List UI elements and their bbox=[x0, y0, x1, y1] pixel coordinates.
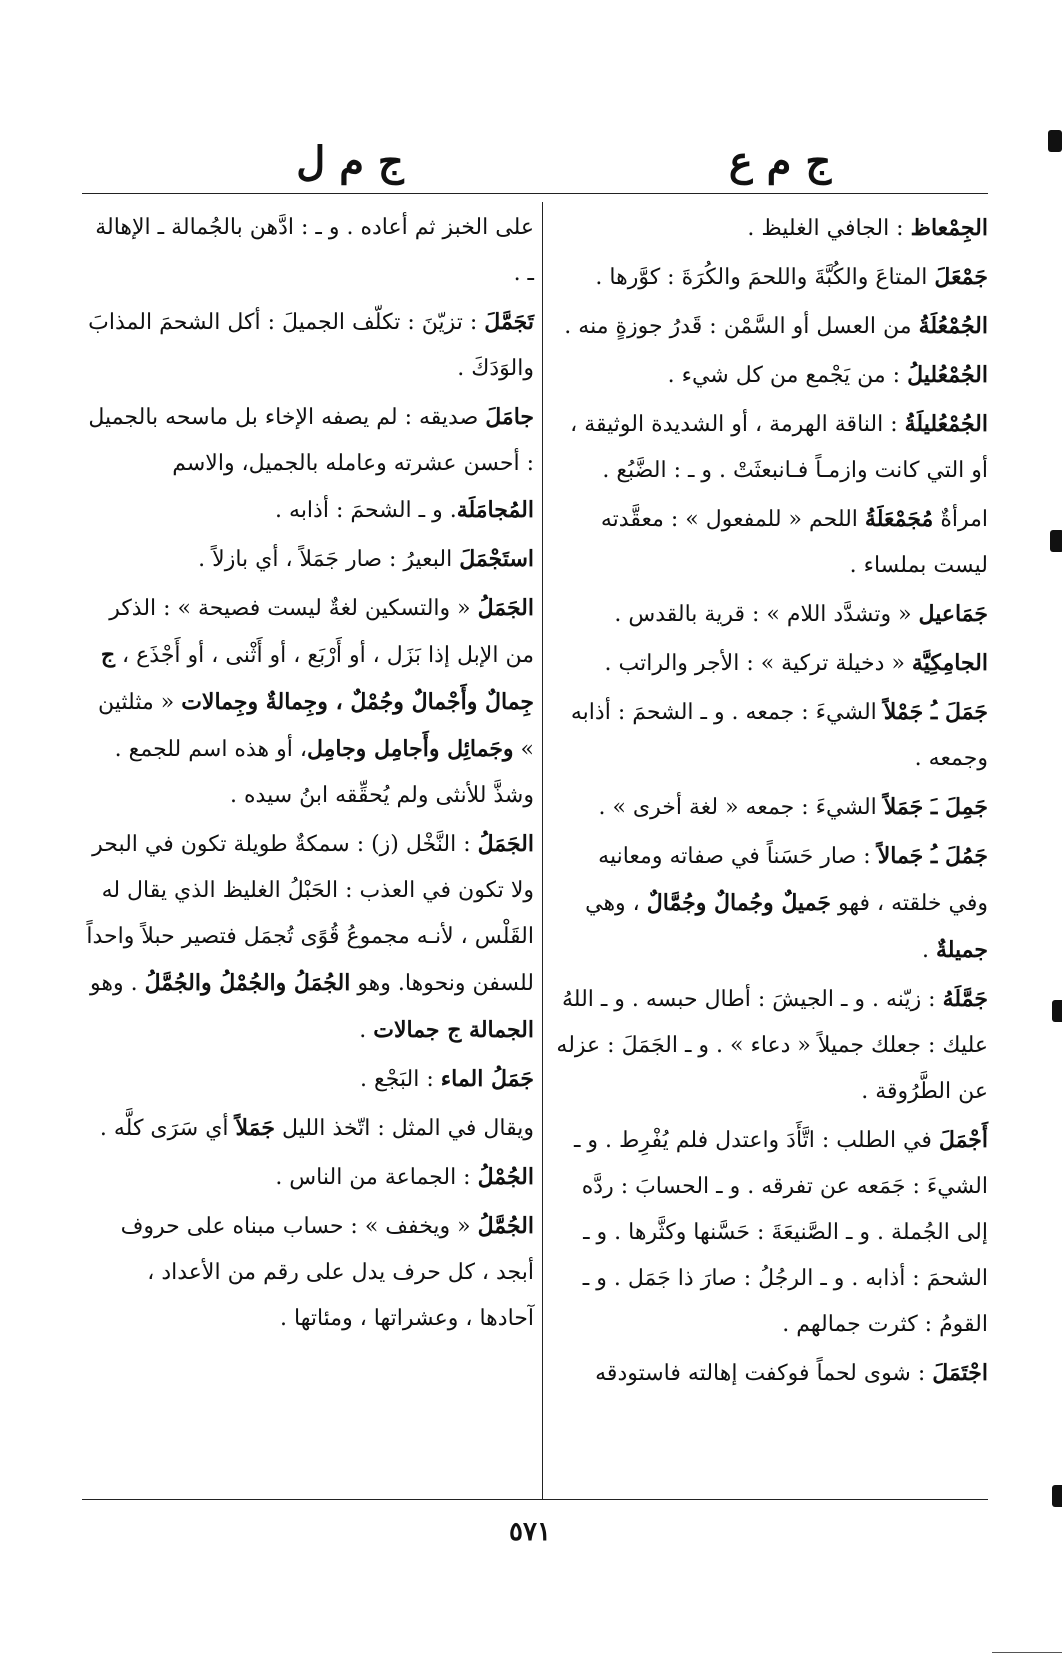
dictionary-entry bbox=[552, 784, 988, 831]
dictionary-entry bbox=[552, 303, 988, 350]
right-column bbox=[552, 205, 988, 1397]
entry-headword: أَجْمَلَ bbox=[938, 1127, 988, 1153]
dictionary-entry bbox=[552, 640, 988, 687]
left-column bbox=[86, 205, 534, 1342]
entry-text: « والتسكين لغةٌ ليست فصيحة » : الذكر من الإبل إذا بَزَل ، أو أَرْبَع ، أو أَثْنى ، أو أَجْذَع ، bbox=[109, 596, 534, 668]
margin-mark-middle-lower bbox=[1052, 1000, 1062, 1022]
entry-text: « ويخفف » : حساب مبناه على حروف أبجد ، كل حرف يدل على رقم من الأعداد ، آحادها ، وعشراتها ، ومئاتها . bbox=[120, 1214, 534, 1331]
dictionary-entry bbox=[86, 1105, 534, 1152]
entry-text: الشيءَ : جمعه « لغة أخرى » . bbox=[598, 795, 884, 820]
dictionary-entry bbox=[86, 821, 534, 1054]
entry-headword: جَمْعَلَ bbox=[934, 264, 988, 290]
entry-headword: الجُمْلُ bbox=[477, 1164, 534, 1190]
dictionary-entry bbox=[552, 254, 988, 301]
dictionary-entry bbox=[552, 352, 988, 399]
entry-text: « وتشدَّد اللام » : قرية بالقدس . bbox=[614, 602, 919, 627]
margin-mark-top bbox=[1048, 130, 1062, 152]
dictionary-entry bbox=[552, 833, 988, 974]
entry-text: ويقال في المثل : اتّخذ الليل bbox=[274, 1116, 534, 1141]
entry-headword: جَمَلُ الماء bbox=[440, 1066, 534, 1092]
entry-text: ، أو هذه اسم للجمع . وشذَّ للأنثى ولم يُحقِّقه ابنُ سيده . bbox=[114, 737, 534, 808]
entry-bold-form: جميلةٌ bbox=[935, 937, 988, 963]
entry-headword: الجُمْعُليلَةُ bbox=[904, 411, 988, 437]
dictionary-entry bbox=[86, 1056, 534, 1103]
entry-headword: جَمَاعيل bbox=[918, 601, 988, 627]
margin-mark-middle-upper bbox=[1050, 530, 1062, 552]
entry-text: . و ـ الشحمَ : أذابه . bbox=[275, 498, 457, 523]
entry-text: امرأةٌ bbox=[933, 507, 988, 532]
entry-text: : الجافي الغليظ . bbox=[747, 216, 911, 241]
entry-headword: جَمِلَ ـَ جَمَلاً bbox=[883, 794, 988, 820]
footer-rule bbox=[992, 1652, 1062, 1653]
dictionary-entry bbox=[86, 299, 534, 392]
entry-headword: جَمَلَ ـُ جَمْلاً bbox=[883, 699, 988, 725]
entry-text: . bbox=[921, 938, 936, 963]
entry-text: . وهو bbox=[89, 971, 145, 996]
dictionary-entry bbox=[86, 536, 534, 583]
entry-text: الشيءَ : جمعه . و ـ الشحمَ : أذابه وجمعه . bbox=[570, 700, 988, 771]
entry-headword: الجُمْعُلَةُ bbox=[918, 313, 988, 339]
entry-bold-form: ج جِمالٌ وأَجْمالٌ وجُمْلٌ ، وجِمالةٌ وجِمالات bbox=[100, 642, 534, 715]
entry-text: « مثلثين » bbox=[98, 690, 534, 762]
entry-text: اللحم « للمفعول » : معقَّدته ليست بملساء . bbox=[600, 507, 988, 578]
entry-bold-form: الجمالة ج جمالات bbox=[373, 1017, 534, 1043]
entry-headword: تَجَمَّلَ bbox=[484, 309, 534, 335]
entry-headword: الجَمَلُ bbox=[477, 595, 534, 621]
entry-text: من العسل أو السَّمْن : قَدرُ جوزةٍ منه . bbox=[564, 314, 919, 339]
dictionary-entry bbox=[86, 1203, 534, 1342]
dictionary-entry bbox=[552, 496, 988, 589]
entry-text: : تزيّنَ : تكلّف الجميلَ : أكل الشحمَ المذابَ والوَدَكَ . bbox=[88, 310, 534, 381]
entry-text: على الخبز ثم أعاده . و ـ : ادَّهن بالجُمالة ـ الإهالة ـ . bbox=[95, 215, 534, 286]
entry-text: : من يَجْمع من كل شيء . bbox=[667, 363, 908, 388]
dictionary-entry bbox=[552, 401, 988, 494]
entry-headword: الجُمَّلُ bbox=[477, 1213, 534, 1239]
entry-bold-form: وجَمائِل وأَجامِل وجامِل bbox=[306, 736, 514, 762]
entry-text: : الجماعة من الناس . bbox=[275, 1165, 478, 1190]
dictionary-entry bbox=[86, 1154, 534, 1201]
entry-bold-form: المُجامَلَة bbox=[456, 497, 534, 523]
dictionary-entry bbox=[552, 976, 988, 1115]
entry-bold-form: الجُمَلُ والجُمْلُ والجُمَّلُ bbox=[144, 970, 351, 996]
bottom-rule bbox=[82, 1499, 988, 1500]
page-number: ٥٧١ bbox=[509, 1517, 551, 1547]
header-left-root: ج م ل bbox=[296, 138, 404, 185]
entry-text: في الطلب : اتَّأَدَ واعتدل فلم يُفْرِط . و ـ الشيءَ : جَمَعه عن تفرقه . و ـ الحسابَ : ردَّه إلى الجُملة . و ـ الصَّنيعَةَ : حَسَّنها وكثَّرها . و ـ الشحمَ : أذابه . و ـ الرجُلُ : صارَ ذا جَمَل . و ـ القومُ : كثرت جمالهم . bbox=[573, 1128, 988, 1337]
entry-text: أي سَرَى كلَّه . bbox=[99, 1116, 236, 1141]
column-divider bbox=[542, 202, 543, 1500]
header-right-root: ج م ع bbox=[728, 138, 832, 185]
top-rule bbox=[82, 193, 988, 194]
entry-bold-form: جَمَلاً bbox=[235, 1115, 275, 1141]
entry-text: « دخيلة تركية » : الأجر والراتب . bbox=[604, 651, 912, 676]
dictionary-entry bbox=[552, 1117, 988, 1348]
entry-text: : الناقة الهرمة ، أو الشديدة الوثيقة ، أو التي كانت وازمـاً فـانبعثَتْ . و ـ : الضَّبُع . bbox=[570, 412, 988, 483]
entry-headword: جَمُلَ ـُ جَمالاً bbox=[877, 843, 988, 869]
margin-mark-bottom bbox=[1052, 1485, 1062, 1507]
dictionary-entry bbox=[86, 205, 534, 297]
entry-text: ، وهي bbox=[585, 891, 647, 916]
entry-headword: جَمَّلَهُ bbox=[942, 986, 988, 1012]
entry-text: المتاعَ والكُبَّةَ واللحمَ والكُرَةَ : كوَّرها . bbox=[595, 265, 935, 290]
dictionary-entry bbox=[86, 394, 534, 534]
entry-text: : زيّنه . و ـ الجيشَ : أطال حبسه . و ـ اللهُ عليك : جعلك جميلاً « دعاء » . و ـ الجَمَلَ : عزله عن الطَّرُوقة . bbox=[556, 987, 988, 1104]
entry-text: . bbox=[359, 1018, 374, 1043]
entry-headword: الجامِكِيَّة bbox=[911, 650, 988, 676]
entry-text: : شوى لحماً فوكفت إهالته فاستودقه bbox=[595, 1361, 933, 1386]
dictionary-entry bbox=[552, 591, 988, 638]
entry-text: : النَّخْل (ز) : سمكةٌ طويلة تكون في البحر ولا تكون في العذب : الحَبْلُ الغليظ الذي يقال له القَلْس ، لأنـه مجموعُ قُوًى تُجمَل فتصير حبلاً واحداً للسفن ونحوها. وهو bbox=[86, 832, 534, 996]
entry-headword: الجِمْعاظ bbox=[910, 215, 988, 241]
entry-text: البعيرُ : صار جَمَلاً ، أي بازلاً . bbox=[198, 547, 460, 572]
entry-bold-form: جَميلٌ وجُمالٌ وجُمَّالٌ bbox=[646, 890, 831, 916]
entry-text: صديقه : لم يصفه الإخاء بل ماسحه بالجميل : أحسن عشرته وعامله بالجميل، والاسم bbox=[88, 405, 534, 476]
dictionary-entry bbox=[552, 205, 988, 252]
entry-text: : البَجْع . bbox=[360, 1067, 441, 1092]
entry-headword: جامَلَ bbox=[485, 404, 534, 430]
entry-bold-form: مُجَمْعَلَةُ bbox=[864, 506, 934, 532]
dictionary-entry bbox=[552, 689, 988, 782]
entry-headword: الجُمْعُليلُ bbox=[907, 362, 988, 388]
entry-text: : صار حَسَناً في صفاته ومعانيه وفي خلقته ، فهو bbox=[598, 844, 988, 916]
entry-headword: الجَمَلُ bbox=[477, 831, 534, 857]
dictionary-entry bbox=[86, 585, 534, 819]
entry-headword: اجْتَمَلَ bbox=[932, 1360, 988, 1386]
entry-headword: استَجْمَلَ bbox=[459, 546, 534, 572]
dictionary-entry bbox=[552, 1350, 988, 1397]
